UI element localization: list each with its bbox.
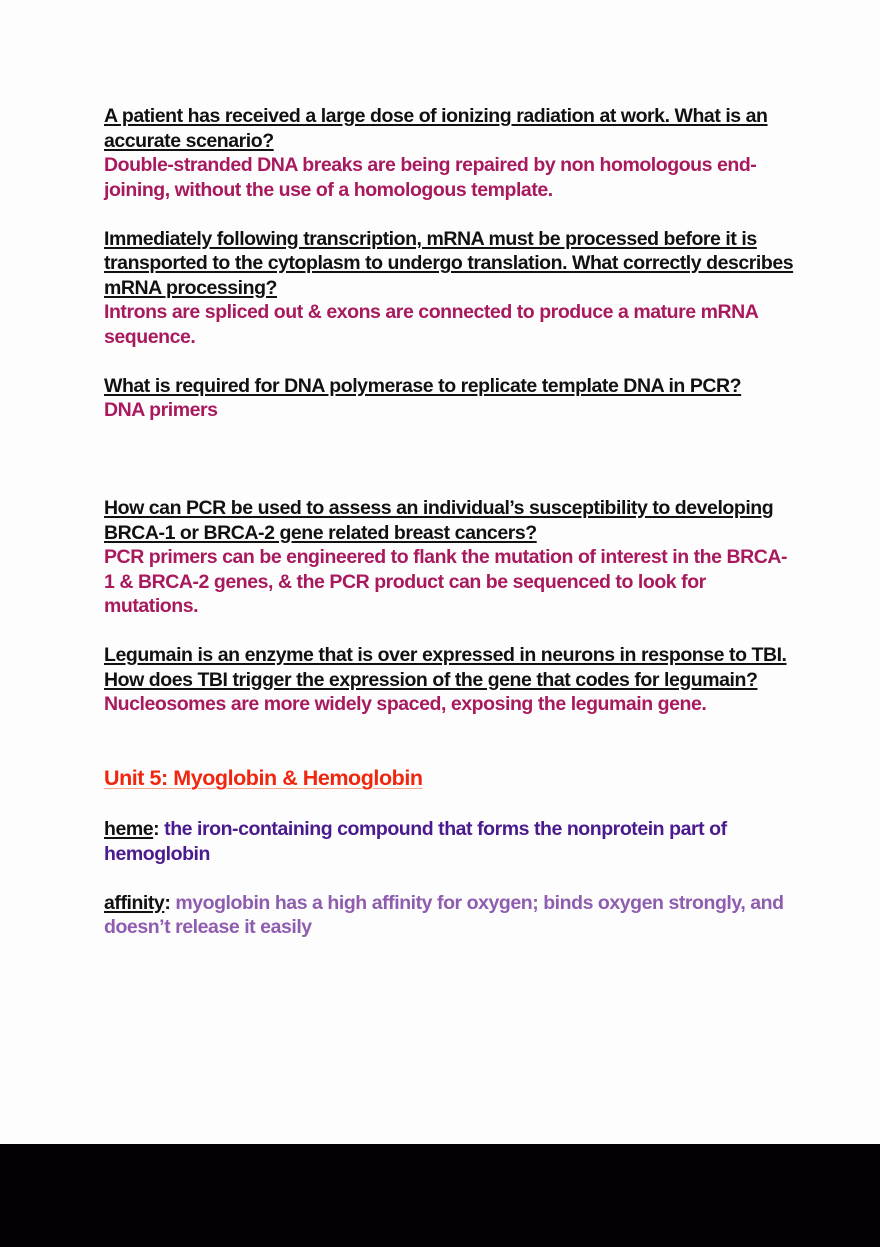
answer-text: Nucleosomes are more widely spaced, exposing the legumain gene. [104, 693, 707, 715]
term-label: affinity [104, 891, 165, 914]
term-colon: : [153, 818, 160, 840]
answer-text: DNA primers [104, 399, 218, 421]
question-text: How can PCR be used to assess an individual’s susceptibility to developing BRCA-1 or BRCA-2 gene related breast cancers? [104, 497, 774, 544]
question-text: Immediately following transcription, mRNA must be processed before it is transported to the cytoplasm to undergo translation. What correctly describes mRNA processing? [104, 227, 794, 299]
answer-text: Double-stranded DNA breaks are being repaired by non homologous end-joining, without the use of a homologous template. [104, 154, 757, 201]
spacer [104, 349, 794, 374]
answer-text: PCR primers can be engineered to flank the mutation of interest in the BRCA-1 & BRCA-2 genes, & the PCR product can be sequenced to look for mutations. [104, 546, 788, 617]
qa-item [104, 227, 794, 350]
spacer [104, 717, 794, 766]
term-colon: : [164, 891, 171, 914]
term-label: heme [104, 818, 154, 840]
answer-text: Introns are spliced out & exons are connected to produce a mature mRNA sequence. [104, 301, 758, 348]
spacer [104, 619, 794, 644]
spacer [104, 423, 794, 497]
spacer [104, 202, 794, 227]
qa-item [104, 104, 794, 202]
document-content [104, 104, 794, 940]
spacer [104, 866, 794, 891]
term-definition-text: myoglobin has a high affinity for oxygen; binds oxygen strongly, and doesn’t release it easily [104, 891, 784, 938]
term-definition-text: the iron-containing compound that forms the nonprotein part of hemoglobin [104, 818, 727, 865]
spacer [104, 793, 794, 818]
qa-item [104, 496, 794, 619]
question-text: Legumain is an enzyme that is over expressed in neurons in response to TBI. How does TBI trigger the expression of the gene that codes for legumain? [104, 644, 787, 691]
question-text: What is required for DNA polymerase to replicate template DNA in PCR? [104, 374, 742, 397]
unit-heading: Unit 5: Myoglobin & Hemoglobin [104, 765, 423, 790]
bottom-black-band [0, 1144, 880, 1247]
qa-item [104, 374, 794, 423]
question-text: A patient has received a large dose of ionizing radiation at work. What is an accurate scenario? [104, 105, 768, 152]
qa-item [104, 643, 794, 717]
term-definition [104, 891, 794, 940]
term-definition [104, 817, 794, 866]
